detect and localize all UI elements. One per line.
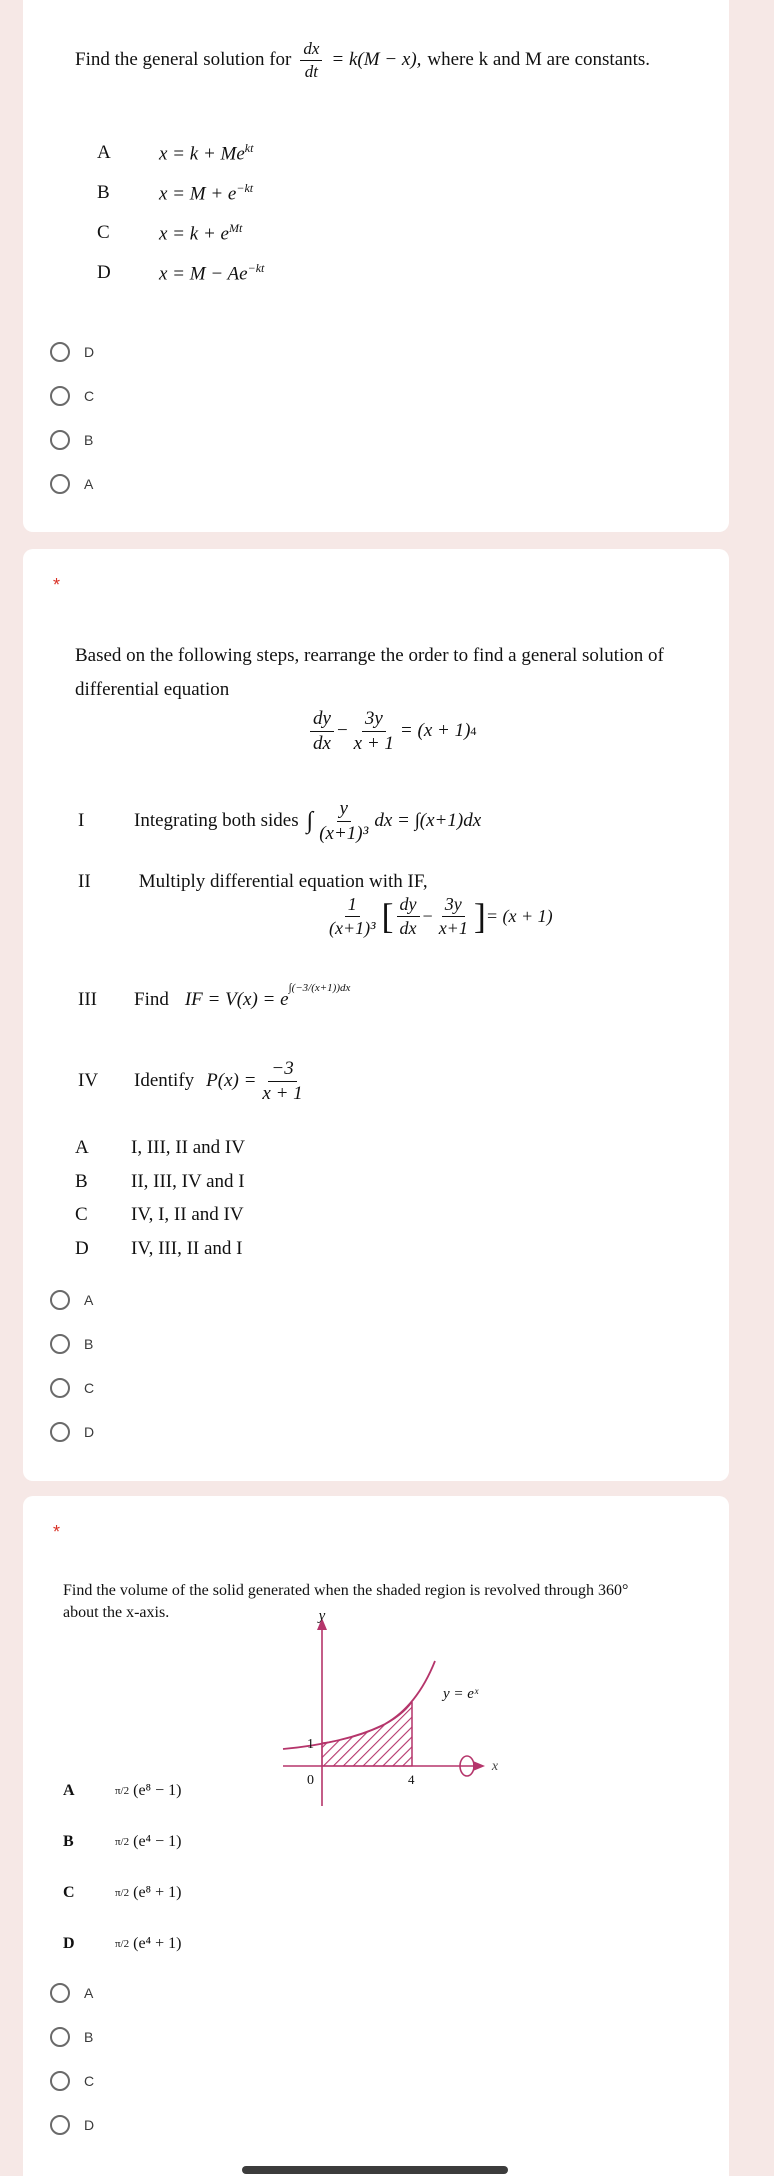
step-text: Identify [134,1070,195,1092]
eq-den-1: dx [313,732,331,754]
radio-circle[interactable] [50,474,70,494]
option-coefficient: π/2 [115,1938,130,1950]
radio-label: D [84,2117,95,2133]
option-exponent: Mt [228,220,243,235]
radio-circle[interactable] [50,1334,70,1354]
q3-radio-b[interactable] [50,2022,93,2052]
x-tick-label: 4 [408,1772,415,1787]
option-coefficient: π/2 [115,1887,130,1899]
radio-circle[interactable] [50,1378,70,1398]
q3-option-a [63,1776,181,1806]
option-letter: C [97,222,110,243]
step-numeral: II [78,871,91,892]
required-mark: * [53,575,61,595]
step-text: Integrating both sides [134,810,299,832]
option-letter: D [75,1238,89,1259]
q3-option-d [63,1929,181,1959]
q1-option-d [97,258,264,288]
step-i-den: (x+1)³ [319,822,369,844]
step-ii-close-bracket: ] [473,896,486,937]
option-exponent: kt [244,140,254,155]
option-exponent: −kt [236,180,254,195]
option-letter: B [97,182,110,203]
derivative-fraction [300,40,322,81]
step-iv-num: −3 [268,1059,296,1082]
q2-option-b [75,1167,245,1197]
option-expression: (e⁸ − 1) [133,1782,182,1799]
q2-radio-c[interactable] [50,1373,94,1403]
q2-option-c [75,1200,244,1230]
question-1-prompt [75,40,650,81]
q1-radio-c[interactable] [50,381,94,411]
step-ii-minus: − [422,905,433,926]
option-math: x = M − Ae [159,263,248,285]
q1-radio-a[interactable] [50,469,93,499]
question-card-2 [23,549,729,1481]
step-text: Find [134,989,169,1010]
shaded-region [322,1702,412,1766]
step-i [78,799,481,844]
radio-circle[interactable] [50,2115,70,2135]
step-i-rhs: dx = ∫(x+1)dx [374,810,482,832]
step-ii-den: (x+1)³ [329,917,376,938]
q3-option-b [63,1827,181,1857]
step-ii-dnum: dy [397,895,420,917]
step-ii-math [323,895,553,938]
step-ii-ynum: 3y [442,895,465,917]
option-letter: A [97,142,111,163]
q2-radio-d[interactable] [50,1417,94,1447]
step-i-num: y [337,799,351,822]
prompt-rhs: = k(M − x), [331,49,422,71]
prompt-line-2: about the x-axis. [63,1604,170,1621]
radio-label: A [84,1985,94,2001]
curve-label: y = eˣ [443,1686,479,1702]
option-text: II, III, IV and I [131,1171,245,1192]
option-letter: B [63,1833,74,1850]
prompt-line-1: Find the volume of the solid generated when the shaded region is revolved through 360° [63,1582,629,1599]
prompt-text-after: where k and M are constants. [427,49,651,71]
differential-equation [307,709,476,754]
option-expression: (e⁴ + 1) [133,1935,182,1952]
option-text: IV, III, II and I [131,1238,243,1259]
eq-rhs: = (x + 1) [399,720,471,742]
q2-radio-a[interactable] [50,1285,93,1315]
q1-radio-d[interactable] [50,337,94,367]
radio-label: D [84,344,95,360]
radio-circle[interactable] [50,430,70,450]
eq-num-1: dy [310,709,334,732]
step-numeral: IV [78,1070,99,1092]
y-tick-label: 1 [307,1737,314,1752]
option-letter: C [63,1884,75,1901]
q3-option-c [63,1878,181,1908]
x-axis-label: x [491,1759,499,1774]
step-ii-one: 1 [345,895,360,917]
option-letter: B [75,1171,88,1192]
step-iv-den: x + 1 [262,1082,303,1104]
q1-option-c [97,218,242,248]
origin-label: 0 [307,1773,314,1788]
radio-circle[interactable] [50,1422,70,1442]
step-numeral: III [78,989,97,1010]
integral-symbol: ∫ [306,807,314,834]
option-expression: (e⁴ − 1) [133,1833,182,1850]
step-iv-lhs: P(x) = [206,1070,257,1092]
q1-radio-b[interactable] [50,425,93,455]
option-letter: A [63,1782,75,1799]
step-ii-yden: x+1 [438,917,468,938]
frac-denominator: dt [304,61,318,81]
required-mark: * [53,1522,61,1542]
step-ii-dden: dx [399,917,417,938]
y-axis-label: y [318,1608,326,1624]
option-letter: D [97,262,111,283]
option-letter: C [75,1204,88,1225]
question-card-3 [23,1496,729,2176]
eq-num-2: 3y [362,709,386,732]
prompt-line-1: Based on the following steps, rearrange the order to find a general solution of [75,645,664,666]
option-math: x = k + e [159,223,229,245]
radio-label: A [84,1292,94,1308]
radio-circle[interactable] [50,2027,70,2047]
option-letter: D [63,1935,75,1952]
option-text: I, III, II and IV [131,1137,245,1158]
prompt-line-2: differential equation [75,679,230,700]
radio-label: B [84,1336,94,1352]
exponential-graph [255,1606,515,1816]
step-numeral: I [78,810,85,832]
step-iii-exponent: ∫(−3/(x+1))dx [288,982,351,994]
q3-radio-a[interactable] [50,1978,93,2008]
step-iii-lhs: IF = V(x) = e [184,989,289,1010]
radio-circle[interactable] [50,2071,70,2091]
step-iv [78,1059,309,1104]
question-card-1 [23,0,729,532]
q2-option-d [75,1234,243,1264]
option-expression: (e⁸ + 1) [133,1884,182,1901]
home-indicator[interactable] [242,2166,508,2174]
q3-radio-d[interactable] [50,2110,94,2140]
radio-label: B [84,2029,94,2045]
radio-label: B [84,432,94,448]
question-2-prompt [75,639,715,707]
q2-option-a [75,1133,245,1163]
radio-circle[interactable] [50,1290,70,1310]
prompt-text: Find the general solution for [75,49,292,71]
option-coefficient: π/2 [115,1785,130,1797]
q2-radio-b[interactable] [50,1329,93,1359]
eq-den-2: x + 1 [353,732,394,754]
radio-label: A [84,476,94,492]
radio-circle[interactable] [50,342,70,362]
step-iii [78,982,351,1011]
q1-option-b [97,178,253,208]
radio-circle[interactable] [50,386,70,406]
step-text: Multiply differential equation with IF, [138,871,428,892]
option-math: x = M + e [159,183,237,205]
option-coefficient: π/2 [115,1836,130,1848]
option-exponent: −kt [247,260,265,275]
radio-label: C [84,2073,95,2089]
radio-circle[interactable] [50,1983,70,2003]
option-text: IV, I, II and IV [131,1204,244,1225]
radio-label: C [84,1380,95,1396]
frac-numerator: dx [300,40,322,61]
q1-option-a [97,138,253,168]
q3-radio-c[interactable] [50,2066,94,2096]
step-ii [78,871,428,893]
step-ii-open-bracket: [ [381,896,394,937]
eq-minus: − [336,720,348,742]
option-math: x = k + Me [159,143,245,165]
step-ii-rhs: = (x + 1) [485,905,553,926]
radio-label: C [84,388,95,404]
radio-label: D [84,1424,95,1440]
eq-exponent: 4 [470,723,477,738]
option-letter: A [75,1137,89,1158]
